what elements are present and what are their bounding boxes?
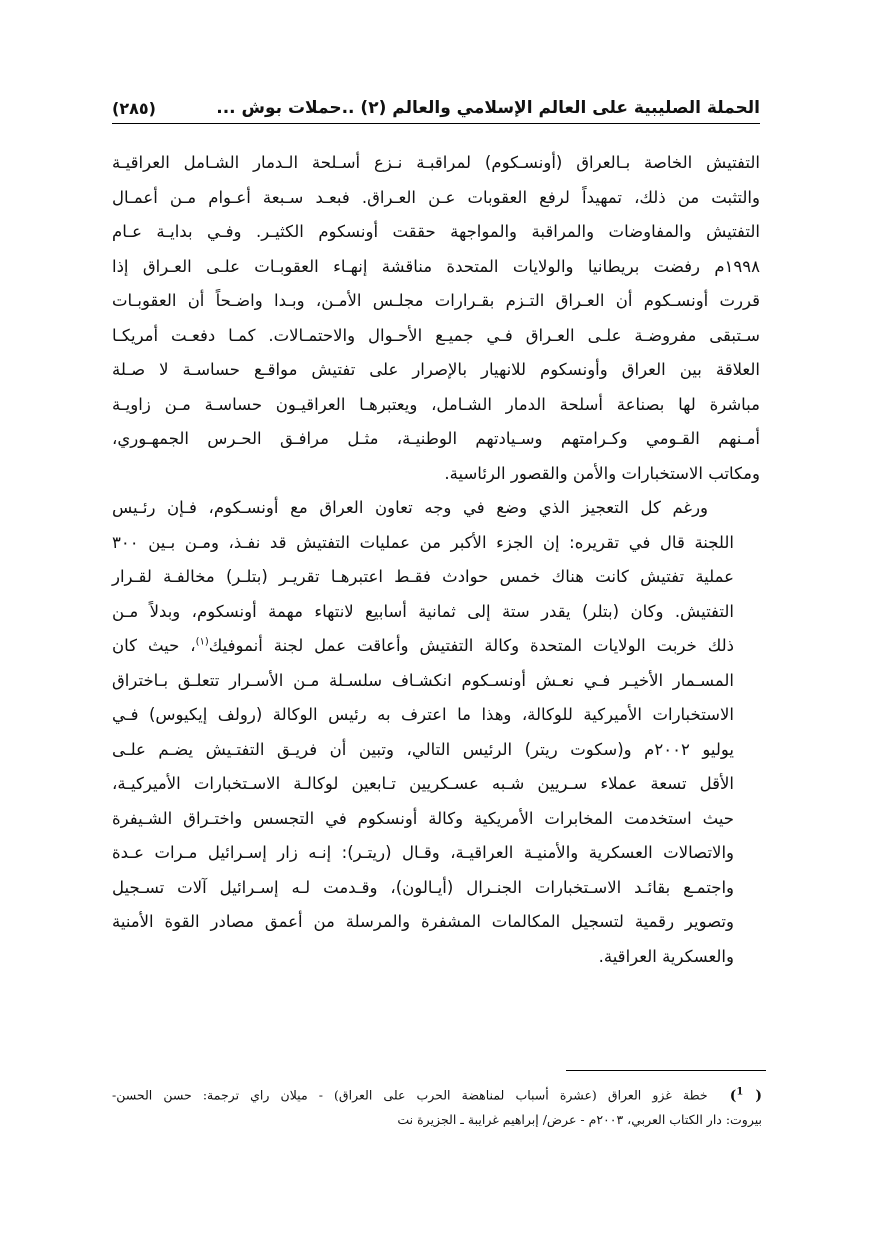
text-line: قررت أونسـكوم أن العـراق التـزم بقـرارات مجلـس الأمـن، وبـدا واضـحاً أن العقوبـات <box>112 291 760 310</box>
text-fragment: ذلك خربت الولايات المتحدة وكالة التفتيش وأعاقت عمل لجنة أنموفيك <box>208 636 734 655</box>
text-line: ١٩٩٨م رفضت بريطانيا والولايات المتحدة مناقشة إنهـاء العقوبـات علـى العـراق إذا <box>112 256 760 276</box>
text-line: مباشرة لها بصناعة أسلحة الدمار الشـامل، ويعتبرهـا العراقيـون حساسـة مـن زاويـة <box>112 394 760 414</box>
text-line: والاتصالات العسكرية والأمنيـة العراقيـة، وقـال (ريتـر): إنـه زار إسـرائيل مـرات عـدة <box>112 843 734 862</box>
paragraph-2 <box>112 491 760 974</box>
text-line: التفتيش الخاصة بـالعراق (أونسـكوم) لمراقبـة نـزع أسـلحة الـدمار الشـامل العراقيـة <box>112 153 760 172</box>
paragraph-1 <box>112 146 760 491</box>
text-line: الاستخبارات الأميركية للوكالة، وهذا ما اعترف به رئيس الوكالة (رولف إيكيوس) فـي <box>112 705 734 724</box>
footnote-text: خطة غزو العراق (عشرة أسباب لمناهضة الحرب على العراق) - ميلان راي ترجمة: حسن الحسن- <box>112 1087 708 1103</box>
text-line: أمـنهم القـومي وكـرامتهم وسـيادتهم الوطنيـة، مثـل مرافـق الحـرس الجمهـوري، <box>112 429 760 448</box>
text-line: وتصوير رقمية لتسجيل المكالمات المشفرة والمرسلة من أعمق مصادر القوة الأمنية <box>112 912 734 931</box>
text-line: واجتمـع بقائـد الاسـتخبارات الجنـرال (أيـالون)، وقـدمت لـه إسـرائيل آلات تسـجيل <box>112 877 734 897</box>
text-fragment: ، حيث كان <box>112 636 196 655</box>
text-line: التفتيش والمفاوضات والمراقبة والمواجهة حققت أونسكوم الكثيـر. وفـي بدايـة عـام <box>112 222 760 241</box>
footnote-marker-close: ) <box>729 1087 737 1104</box>
footnote <box>112 1080 762 1131</box>
text-line: المسـمار الأخيـر فـي نعـش أونسـكوم انكشـاف سلسـلة مـن الأسـرار تتعلـق بـاختراق <box>112 670 734 690</box>
text-line-with-footnote <box>112 629 760 664</box>
body-text <box>112 146 760 974</box>
text-line: العلاقة بين العراق وأونسكوم للانهيار بالإصرار على تفتيش مواقـع حساسـة لا صـلة <box>112 360 760 379</box>
header-rule <box>112 123 760 124</box>
text-line: يوليو ٢٠٠٢م و(سكوت ريتر) الرئيس التالي، وتبين أن فريـق التفتـيش يضـم علـى <box>112 739 734 759</box>
text-line: التفتيش. وكان (بتلر) يقدر ستة إلى ثمانية أسابيع لانتهاء مهمة أونسكوم، وبدلاً مـن <box>112 601 734 621</box>
text-line: اللجنة قال في تقريره: إن الجزء الأكبر من عمليات التفتيش قد نفـذ، ومـن بـين ٣٠٠ <box>112 532 734 552</box>
header-title: الحملة الصليبية على العالم الإسلامي والعالم (٢) ..حملات بوش ... <box>216 98 760 118</box>
text-line: ومكاتب الاستخبارات والأمن والقصور الرئاسية. <box>444 463 760 483</box>
running-header <box>112 88 760 118</box>
text-line: سـتبقى مفروضـة علـى العـراق فـي جميـع الأحـوال والاحتمـالات. كمـا دفعـت أمريكـا <box>112 325 760 345</box>
text-line: ورغم كل التعجيز الذي وضع في وجه تعاون العراق مع أونسـكوم، فـإن رئـيس <box>112 498 708 517</box>
text-line: والتثبت من ذلك، تمهيداً لرفع العقوبات عـن العـراق. فبعـد سـبعة أعـوام مـن أعمـال <box>112 187 760 207</box>
footnote-separator <box>566 1070 766 1071</box>
text-line: حيث استخدمت المخابرات الأمريكية وكالة أونسكوم في التجسس واختـراق الشـيفرة <box>112 808 734 828</box>
footnote-line: بيروت: دار الكتاب العربي، ٢٠٠٣م - عرض/ إبراهيم غرايبة ـ الجزيرة نت <box>397 1111 762 1127</box>
footnote-reference[interactable]: (١) <box>195 636 209 648</box>
footnote-line <box>112 1080 762 1108</box>
page-number: (٢٨٥) <box>112 99 156 118</box>
footnote-marker-open: ( <box>755 1087 762 1104</box>
footnote-marker-number: 1 <box>736 1086 744 1097</box>
text-line: الأقل تسعة عملاء سـريين شـبه عسـكريين تـابعين لوكالـة الاسـتخبارات الأميركيـة، <box>112 774 734 793</box>
footnote-marker <box>730 1088 762 1104</box>
text-line: عملية تفتيش كانت هناك خمس حوادث فقـط اعتبرهـا تقريـر (بتلـر) مخالفـة لقـرار <box>112 567 734 586</box>
text-line: والعسكرية العراقية. <box>598 946 734 966</box>
